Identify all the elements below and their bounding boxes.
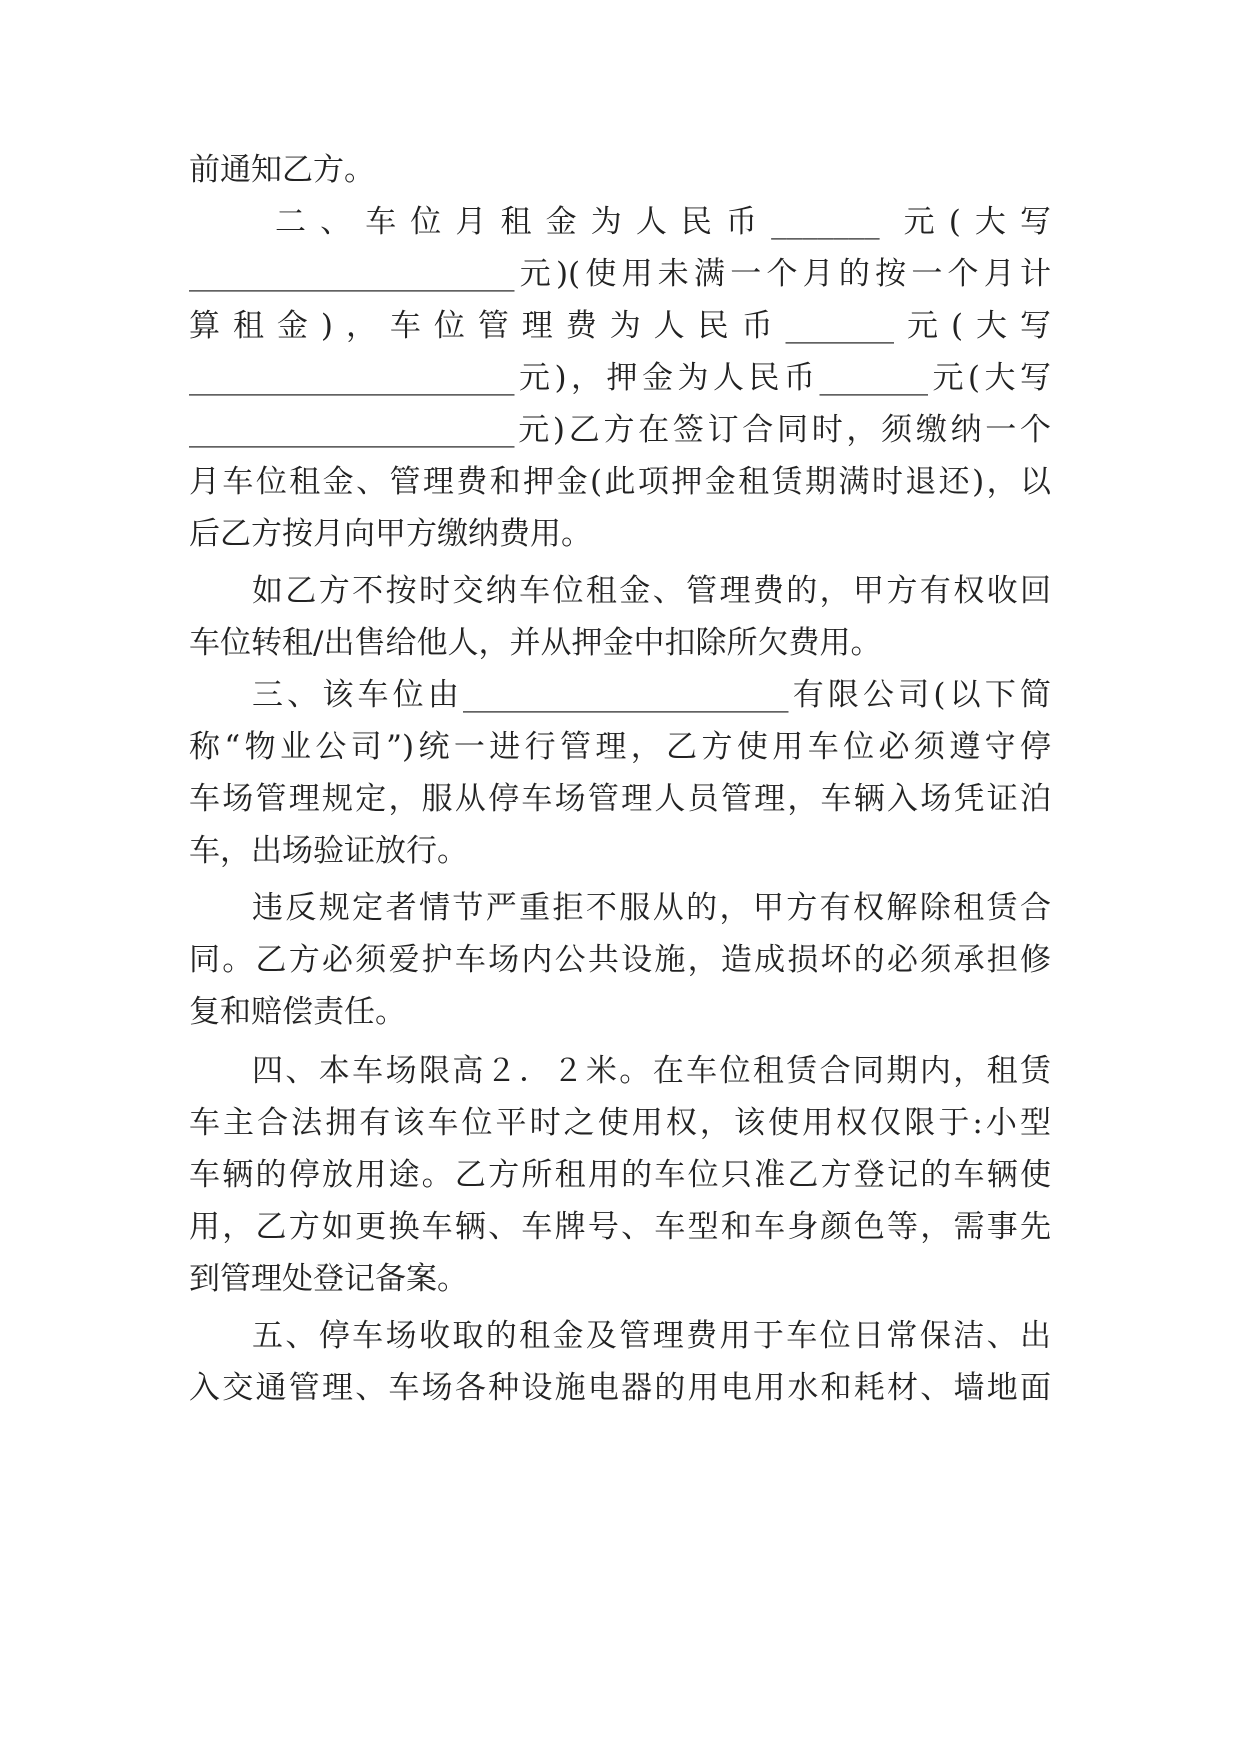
text-line: 二、车位月租金为人民币_______ 元(大写 <box>275 204 1051 240</box>
text-line: 同。乙方必须爱护车场内公共设施，造成损坏的必须承担修 <box>189 942 1051 978</box>
text-line: 三、该车位由_____________________有限公司(以下简 <box>252 677 1051 713</box>
text-line: 五、停车场收取的租金及管理费用于车位日常保洁、出 <box>252 1318 1051 1354</box>
text-line: 用，乙方如更换车辆、车牌号、车型和车身颜色等，需事先 <box>189 1209 1051 1245</box>
text-line: 入交通管理、车场各种设施电器的用电用水和耗材、墙地面 <box>189 1370 1051 1406</box>
text-line: 到管理处登记备案。 <box>189 1261 468 1297</box>
text-line: 车位转租/出售给他人，并从押金中扣除所欠费用。 <box>189 625 882 661</box>
text-line: 违反规定者情节严重拒不服从的，甲方有权解除租赁合 <box>252 890 1051 926</box>
text-line: 称“物业公司”)统一进行管理，乙方使用车位必须遵守停 <box>189 729 1051 765</box>
text-line: 后乙方按月向甲方缴纳费用。 <box>189 516 592 552</box>
text-line: _____________________元)(使用未满一个月的按一个月计 <box>189 256 1051 292</box>
text-line: _____________________元)乙方在签订合同时，须缴纳一个 <box>189 412 1051 448</box>
text-line: 算租金)，车位管理费为人民币_______元(大写 <box>189 308 1051 344</box>
text-line: 车，出场验证放行。 <box>189 833 468 869</box>
text-line: 复和赔偿责任。 <box>189 994 406 1030</box>
text-line: 前通知乙方。 <box>189 152 375 188</box>
text-line: 车辆的停放用途。乙方所租用的车位只准乙方登记的车辆使 <box>189 1157 1051 1193</box>
text-line: 四、本车场限高２．２米。在车位租赁合同期内，租赁 <box>252 1053 1051 1089</box>
text-line: 车主合法拥有该车位平时之使用权，该使用权仅限于:小型 <box>189 1105 1051 1141</box>
text-line: _____________________元)，押金为人民币_______元(大写 <box>189 360 1051 396</box>
text-line: 车场管理规定，服从停车场管理人员管理，车辆入场凭证泊 <box>189 781 1051 817</box>
text-line: 月车位租金、管理费和押金(此项押金租赁期满时退还)，以 <box>189 464 1051 500</box>
text-line: 如乙方不按时交纳车位租金、管理费的，甲方有权收回 <box>252 573 1051 609</box>
